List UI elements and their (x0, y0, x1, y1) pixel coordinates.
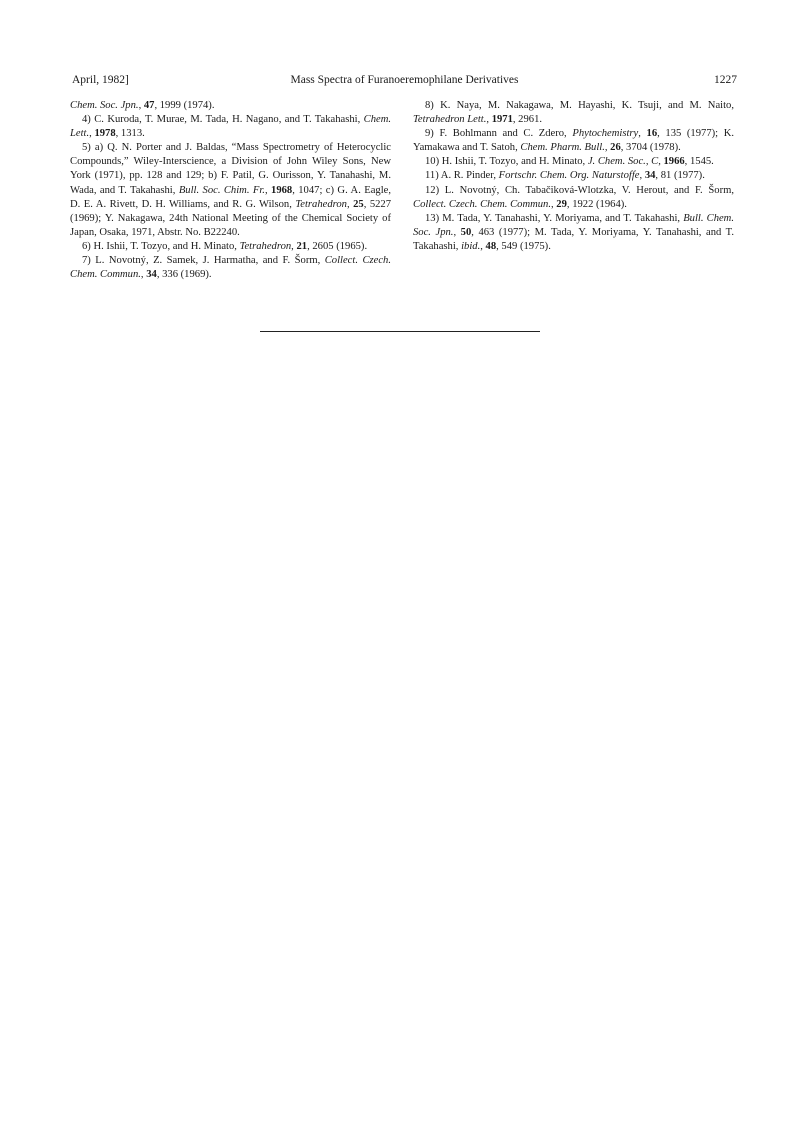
reference-text: , 3704 (1978). (620, 142, 681, 154)
reference-text: 10) H. Ishii, T. Tozyo, and H. Minato, (425, 156, 588, 168)
reference-text: 6) H. Ishii, T. Tozyo, and H. Minato, (82, 240, 240, 252)
journal-name: J. Chem. Soc., C (587, 156, 659, 168)
reference-text: , (138, 100, 144, 111)
journal-name: Chem. Soc. Jpn. (70, 100, 139, 111)
reference-text: , 549 (1975). (496, 240, 551, 252)
reference-text: , (480, 240, 486, 252)
reference-entry (70, 99, 391, 113)
reference-entry (413, 155, 734, 169)
reference-entry (413, 212, 734, 254)
reference-text: , 1922 (1964). (566, 198, 627, 210)
reference-text: , 81 (1977). (655, 170, 705, 182)
journal-name: Phytochemistry (572, 128, 639, 140)
reference-text: , (453, 226, 461, 238)
reference-text: , (486, 114, 492, 126)
journal-name: Bull. Soc. Chim. Fr. (178, 184, 265, 196)
volume-number: 25 (353, 198, 364, 210)
header-date: April, 1982] (72, 74, 129, 86)
volume-number: 34 (146, 269, 157, 281)
reference-text: , (140, 269, 147, 281)
journal-name: Chem. Pharm. Bull. (520, 142, 605, 154)
reference-text: 8) K. Naya, M. Nakagawa, M. Hayashi, K. Tsuji, and M. Naito, (425, 100, 734, 111)
volume-number: 50 (460, 226, 472, 238)
reference-entry (413, 127, 734, 155)
reference-entry (413, 169, 734, 183)
journal-name: ibid. (461, 240, 481, 252)
reference-text: , (89, 128, 95, 140)
references-right-column (413, 99, 734, 254)
reference-text: , 2961. (512, 114, 543, 126)
reference-text: , (264, 184, 272, 196)
volume-number: 1968 (271, 184, 293, 196)
journal-name: Bull. Chem. Soc. Jpn. (413, 212, 734, 238)
end-rule (260, 331, 540, 332)
reference-text: 11) A. R. Pinder, (425, 170, 499, 182)
journal-name: Tetrahedron (239, 240, 292, 252)
reference-text: , 1047; c) G. A. Eagle, D. E. A. Rivett, D. H. Williams, and R. G. Wilson, (70, 184, 392, 210)
volume-number: 34 (644, 170, 656, 182)
reference-text: , 1999 (1974). (154, 100, 215, 111)
journal-name: Chem. Lett. (70, 114, 391, 140)
volume-number: 26 (610, 142, 621, 154)
reference-text: , (346, 198, 354, 210)
journal-name: Tetrahedron (295, 198, 347, 210)
reference-text: , 336 (1969). (156, 269, 212, 281)
reference-entry (70, 113, 391, 141)
reference-text: , (551, 198, 557, 210)
reference-text: , 1545. (684, 156, 714, 168)
reference-entry (70, 240, 391, 254)
reference-text: , (638, 128, 647, 140)
reference-text: , 1313. (115, 128, 145, 140)
journal-name: Fortschr. Chem. Org. Naturstoffe (498, 170, 640, 182)
references-left-column (70, 99, 391, 282)
reference-text: 7) L. Novotný, Z. Samek, J. Harmatha, and F. Šorm, (82, 255, 325, 267)
reference-text: , 463 (1977); M. Tada, Y. Moriyama, Y. Tanahashi, and T. Takahashi, (413, 226, 734, 252)
volume-number: 1971 (491, 114, 513, 126)
reference-text: , 135 (1977); K. Yamakawa and T. Satoh, (413, 128, 735, 154)
header-title: Mass Spectra of Furanoeremophilane Derivatives (290, 74, 519, 86)
reference-text: , (291, 240, 297, 252)
volume-number: 48 (485, 240, 497, 252)
journal-name: Tetrahedron Lett. (413, 114, 487, 126)
running-header (72, 72, 737, 88)
reference-text: , 2605 (1965). (307, 240, 368, 252)
reference-text: 13) M. Tada, Y. Tanahashi, Y. Moriyama, and T. Takahashi, (425, 212, 684, 224)
page-number: 1227 (714, 74, 737, 86)
journal-name: Collect. Czech. Chem. Commun. (70, 255, 391, 281)
reference-text: , 5227 (1969); Y. Nakagawa, 24th National Meeting of the Chemical Society of Japan, Osaka, 1971, Abstr. No. B22240. (70, 198, 392, 238)
volume-number: 1966 (663, 156, 685, 168)
volume-number: 29 (556, 198, 567, 210)
volume-number: 1978 (94, 128, 116, 140)
reference-entry (70, 141, 391, 240)
reference-entry (413, 184, 734, 212)
reference-entry (70, 254, 391, 282)
reference-text: 5) a) Q. N. Porter and J. Baldas, “Mass Spectrometry of Heterocyclic Compounds,” Wiley-Interscience, a Division of John Wiley Sons, New York (1971), pp. 128 and 129; b) F. Patil, G. Ourisson, Y. Tanahashi, M. Wada, and T. Takahashi, (70, 142, 391, 196)
reference-text: 4) C. Kuroda, T. Murae, M. Tada, H. Nagano, and T. Takahashi, (82, 114, 364, 126)
journal-name: Collect. Czech. Chem. Commun. (413, 198, 551, 210)
reference-text: , (604, 142, 611, 154)
volume-number: 16 (646, 128, 658, 140)
reference-text: , (639, 170, 645, 182)
volume-number: 47 (143, 100, 155, 111)
reference-text: , (658, 156, 664, 168)
volume-number: 21 (296, 240, 308, 252)
reference-text: 12) L. Novotný, Ch. Tabačiková-Wlotzka, V. Herout, and F. Šorm, (425, 184, 734, 196)
reference-entry (413, 99, 734, 127)
reference-text: 9) F. Bohlmann and C. Zdero, (425, 128, 573, 140)
